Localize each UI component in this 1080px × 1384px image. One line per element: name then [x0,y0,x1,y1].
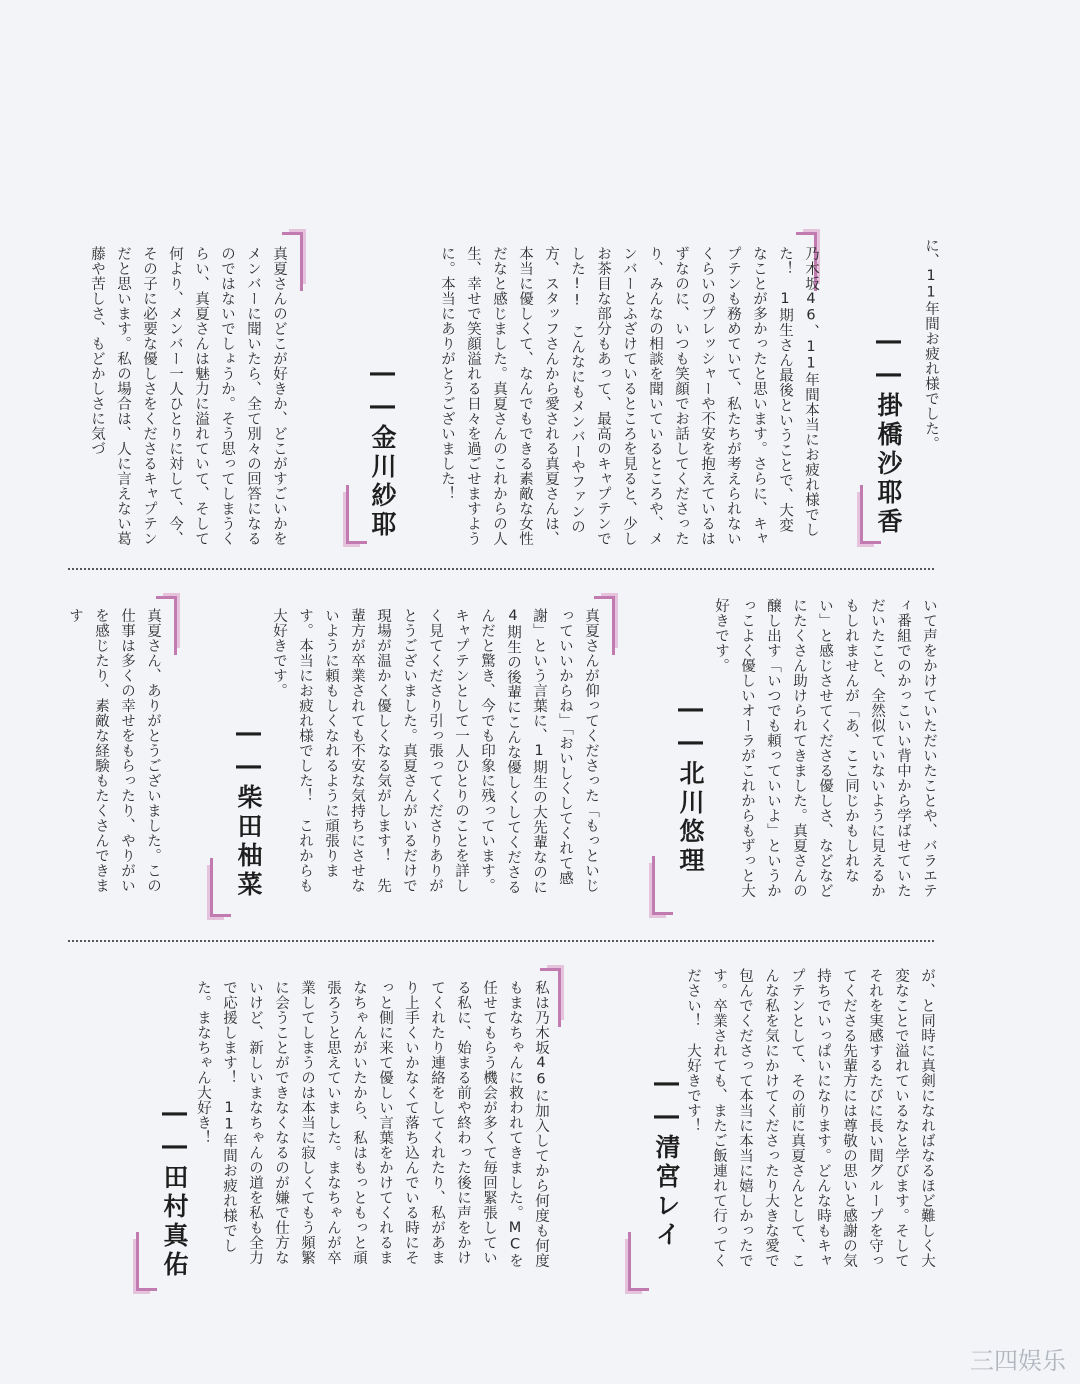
tamura-signature: ――田村真佑 [160,1098,189,1280]
section-divider-2 [68,940,934,942]
seimiya-signature: ――清宮レイ [652,1068,681,1250]
kakehashi-message-end: に、11年間お疲れ様でした。 [923,238,939,451]
kanagawa-close-bracket [346,485,367,544]
shibata-message: 真夏さん、ありがとうございました。この仕事は多くの幸せをもらったり、やりがいを感じたり、素敵な経験もたくさんできます [67,608,161,893]
kitagawa-close-bracket [652,856,673,915]
shibata-signature: ――柴田柚菜 [234,718,263,900]
seimiya-close-bracket [628,1232,649,1291]
kakehashi-close-bracket [860,485,881,544]
shibata-message-end: 真夏さんが仰ってくださった「もっといじっていいからね」「おいしくしてくれて感謝」という言葉に、1期生の大先輩なのに4期生の後輩にこんな優しくしてくださるんだと驚き、今でも印象に残っています。キャプテンとして一人ひとりのことを詳しく見てくださり引っ張ってくださりありがとうございました。真夏さんがいるだけで現場が温かく優しくなる気がします！ 先輩方が卒業されても不安な気持ちにさせないように頼もしくなれるように頑張ります。本当にお疲れ様でした！ これからも大好きです。 [271,608,599,895]
kanagawa-signature: ――金川紗耶 [368,358,397,540]
kitagawa-signature: ――北川悠理 [676,694,705,876]
tamura-close-bracket [136,1232,157,1291]
tamura-message: 私は乃木坂46に加入してから何度も何度もまなちゃんに救われてきました。MCを任せてもらう機会が多くて毎回緊張している私に、始まる前や終わった後に声をかけてくれたり連絡をしてくれたり、私があまり上手くいかなくて落ち込んでいる時にそっと側に来て優しい言葉をかけてくれるまなちゃんがいたから、私はもっともっと頑張ろうと思えていました。まなちゃんが卒業してしまうのは本当に寂しくてもう頻繁に会うことができなくなるのが嫌で仕方ないけど、新しいまなちゃんの道を私も全力で応援します！ 11年間お疲れ様でした。まなちゃん大好き！ [195,980,549,1268]
shibata-close-bracket [210,858,231,917]
kakehashi-signature: ――掛橋沙耶香 [874,326,903,537]
kanagawa-message: 真夏さんのどこが好きか、どこがすごいかをメンバーに聞いたら、全て別々の回答になるのではないでしょうか。そう思ってしまうくらい、真夏さんは魅力に溢れていて、そして何より、メンバー一人ひとりに対して、今、その子に必要な優しさをくださるキャプテンだと思います。私の場合は、人に言えない葛藤や苦しさ、もどかしさに気づ [89,246,287,546]
watermark: 三四娱乐 [970,1347,1066,1375]
kakehashi-message: 乃木坂46、11年間本当にお疲れ様でした！ 1期生さん最後ということで、大変なことが多かったと思います。さらに、キャプテンも務めていて、私たちが考えられないくらいのプレッシャーや不安を抱えているはずなのに、いつも笑顔でお話してくださったり、みんなの相談を聞いているところや、メンバーとふざけているところを見ると、少しお茶目な部分もあって、最高のキャプテンでした!! こんなにもメンバーやファンの方、スタッフさんから愛される真夏さんは、本当に優しくて、なんでもできる素敵な女性だなと感じました。真夏さんのこれからの人生、幸せで笑顔溢れる日々を過ごせますように。本当にありがとうございました！ [439,246,819,546]
kitagawa-message-end: いて声をかけていただいたことや、バラエティ番組でのかっこいい背中から学ばせていただいたこと、全然似ていないように見えるかもしれませんが「あ、ここ同じかもしれない」と感じさせてくださる優しさ、などなどにたくさん助けられてきました。真夏さんの醸し出す「いつでも頼っていいよ」というかっこよく優しいオーラがこれからもずっと大好きです。 [713,598,937,898]
section-divider-1 [68,568,934,570]
seimiya-message-end: が、と同時に真剣になればなるほど難しく大変なことで溢れているなと学びます。そしてそれを実感するたびに長い間グループを守ってくださる先輩方には尊敬の思いと感謝の気持ちでいっぱいになります。どんな時もキャプテンとして、その前に真夏さんとして、こんな私を気にかけてくださったり大きな愛で包んでくださって本当に本当に嬉しかったです。卒業されても、またご飯連れて行ってください！ 大好きです！ [685,968,935,1268]
